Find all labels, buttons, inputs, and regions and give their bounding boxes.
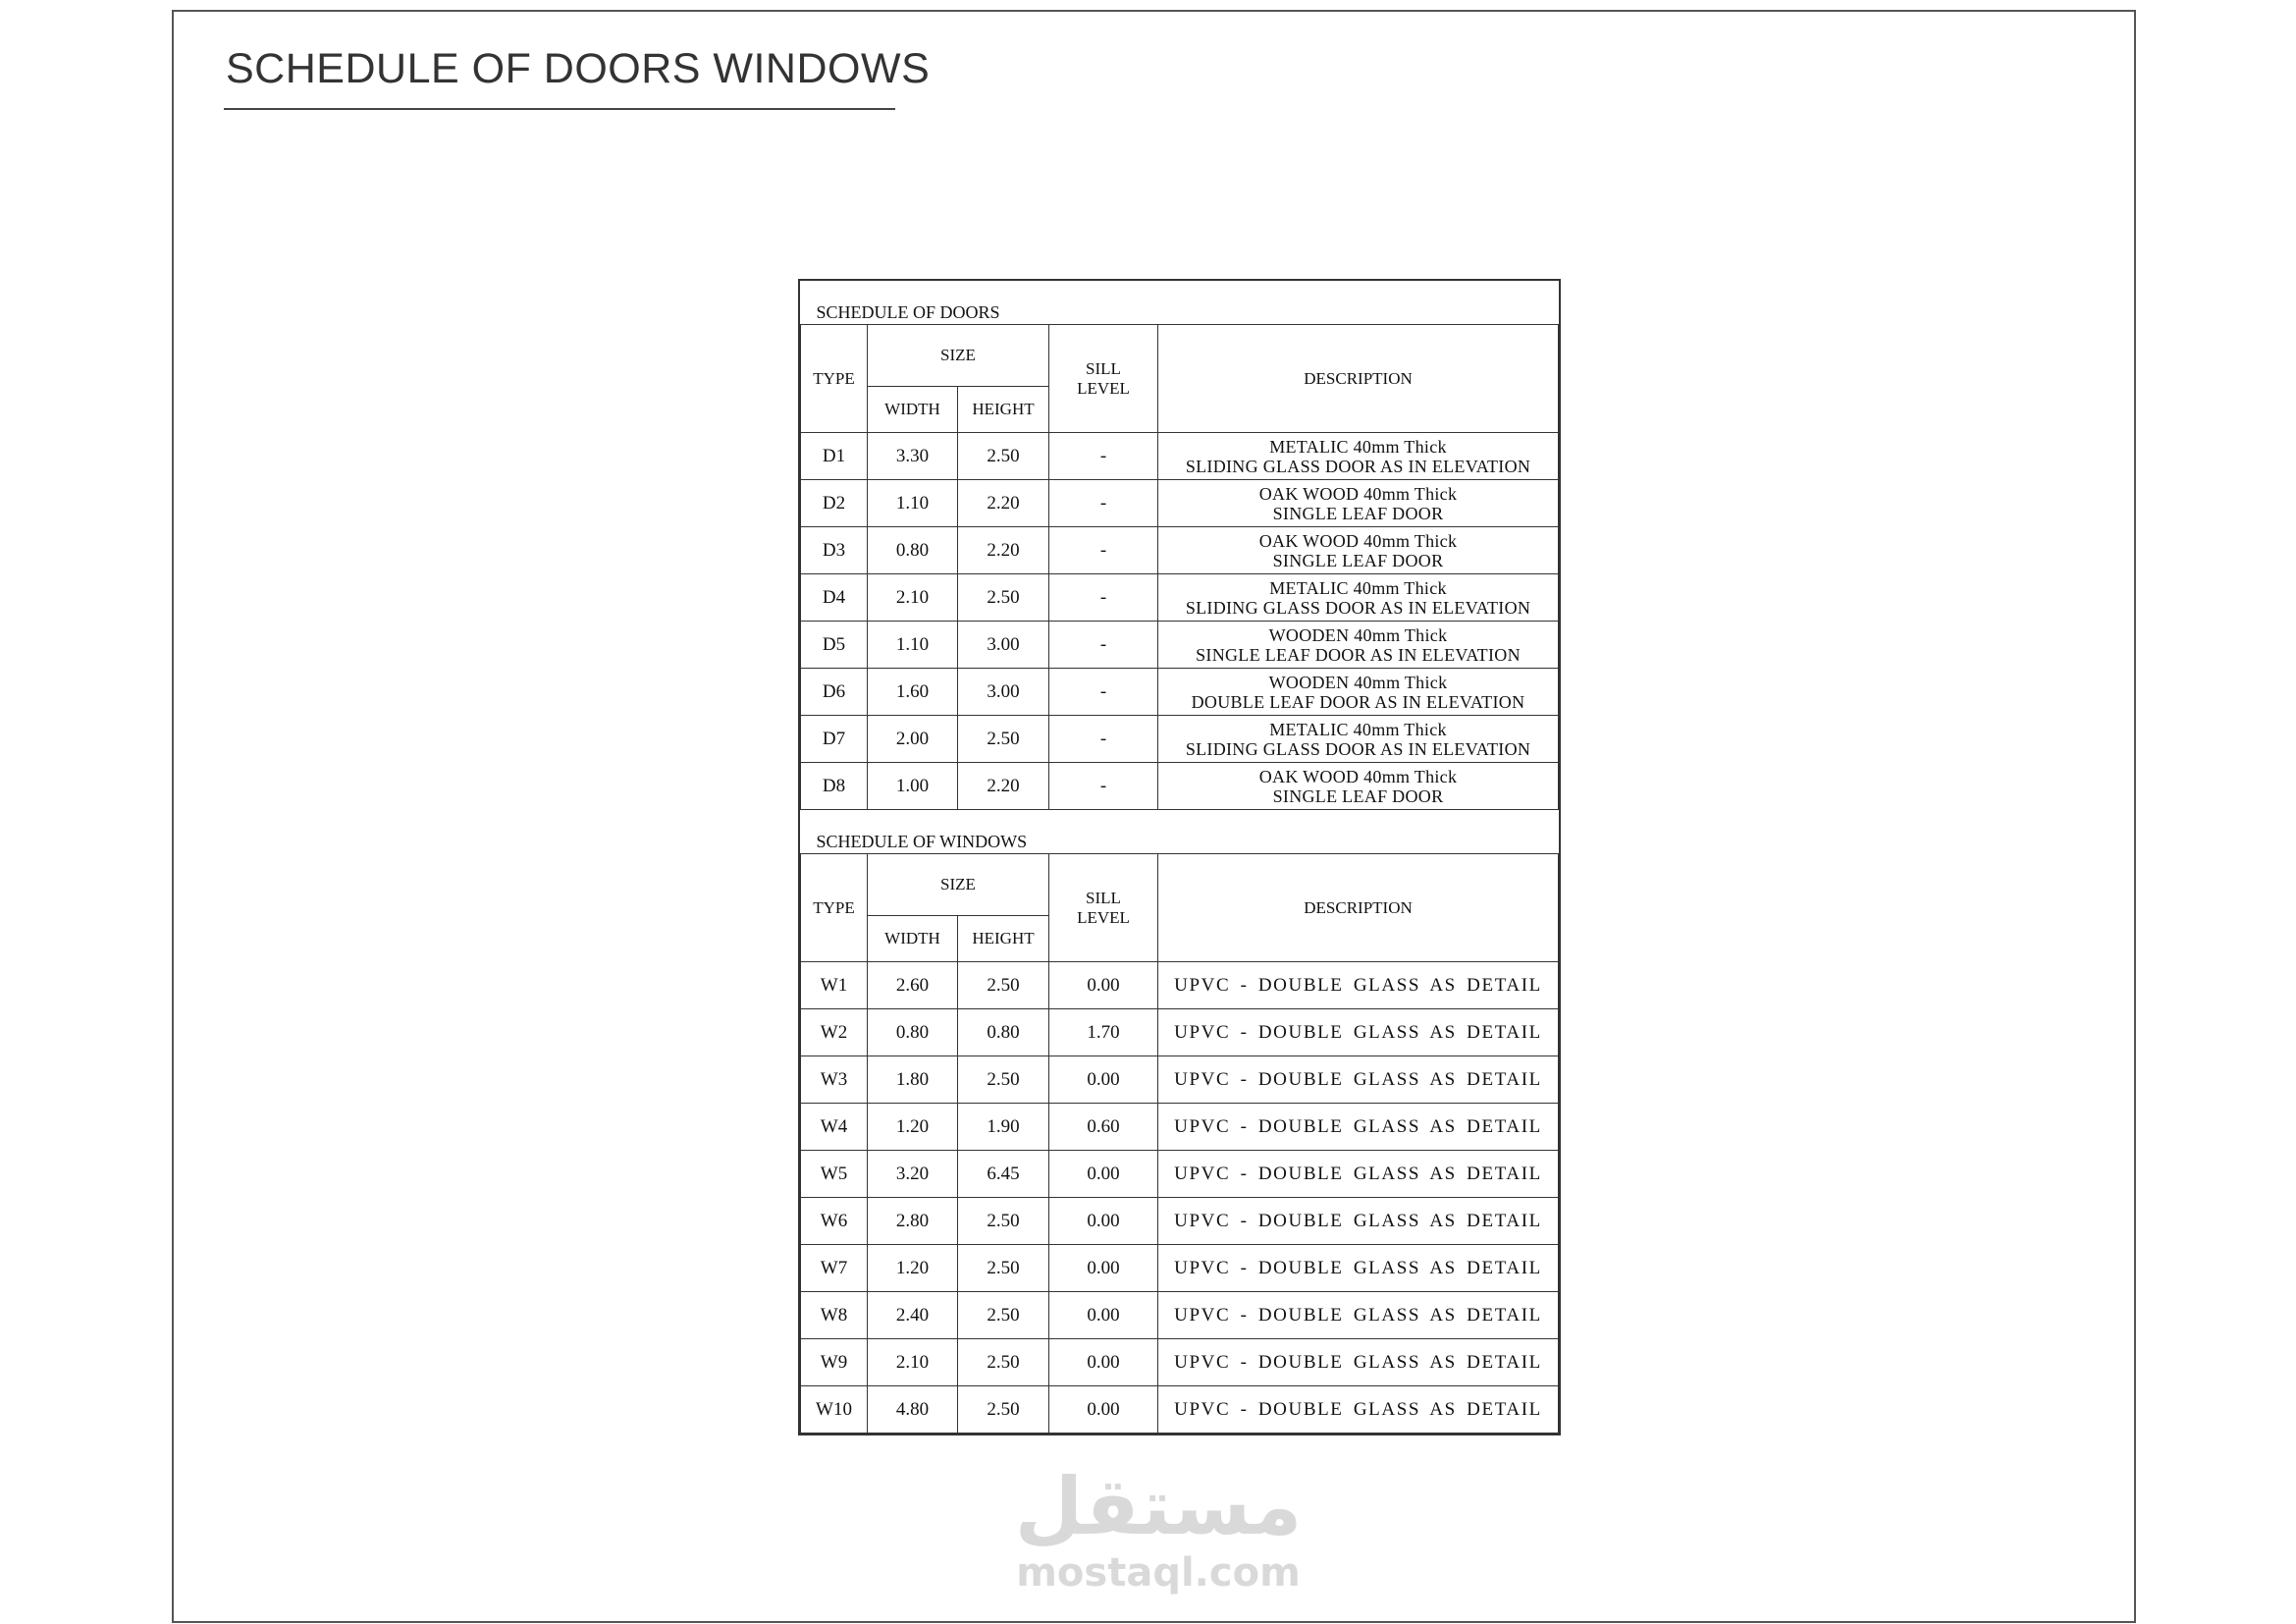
door-width: 0.80 [868,527,958,574]
window-type: W3 [801,1056,868,1104]
door-description [1158,622,1559,669]
windows-header-height: HEIGHT [958,916,1049,962]
door-width: 2.10 [868,574,958,622]
door-width: 1.10 [868,480,958,527]
window-sill-level: 0.00 [1049,1198,1158,1245]
windows-header-sill-line1: SILL [1086,888,1121,907]
window-sill-level: 1.70 [1049,1009,1158,1056]
window-row [801,1056,1559,1104]
door-description-line1: METALIC 40mm Thick [1269,719,1447,739]
doors-header-description: DESCRIPTION [1158,325,1559,433]
window-description: UPVC - DOUBLE GLASS AS DETAIL [1158,962,1559,1009]
door-type: D6 [801,669,868,716]
door-type: D7 [801,716,868,763]
door-height: 3.00 [958,622,1049,669]
window-description: UPVC - DOUBLE GLASS AS DETAIL [1158,1245,1559,1292]
door-sill-level: - [1049,433,1158,480]
windows-header-width: WIDTH [868,916,958,962]
door-row [801,574,1559,622]
window-width: 0.80 [868,1009,958,1056]
window-type: W7 [801,1245,868,1292]
window-type: W4 [801,1104,868,1151]
door-type: D2 [801,480,868,527]
window-type: W5 [801,1151,868,1198]
door-description [1158,574,1559,622]
doors-section-title: SCHEDULE OF DOORS [801,281,1559,325]
window-sill-level: 0.00 [1049,1339,1158,1386]
window-height: 2.50 [958,1292,1049,1339]
window-type: W10 [801,1386,868,1434]
door-width: 1.60 [868,669,958,716]
window-width: 4.80 [868,1386,958,1434]
door-height: 2.20 [958,480,1049,527]
schedule-table [800,281,1559,1434]
window-sill-level: 0.60 [1049,1104,1158,1151]
doors-header-sill [1049,325,1158,433]
door-width: 1.10 [868,622,958,669]
doors-header-sill-line1: SILL [1086,358,1121,378]
door-description [1158,763,1559,810]
window-type: W6 [801,1198,868,1245]
doors-header-sill-line2: LEVEL [1077,378,1130,398]
window-description: UPVC - DOUBLE GLASS AS DETAIL [1158,1009,1559,1056]
door-description-line1: OAK WOOD 40mm Thick [1258,483,1458,504]
door-description-line1: OAK WOOD 40mm Thick [1258,530,1458,551]
watermark-logo: مستقل [1014,1461,1303,1552]
door-type: D1 [801,433,868,480]
title-underline [224,108,895,110]
window-width: 2.10 [868,1339,958,1386]
window-sill-level: 0.00 [1049,1245,1158,1292]
door-sill-level: - [1049,669,1158,716]
door-description [1158,480,1559,527]
window-row [801,962,1559,1009]
window-width: 1.20 [868,1245,958,1292]
window-row [801,1009,1559,1056]
window-width: 1.20 [868,1104,958,1151]
door-description-line2: SLIDING GLASS DOOR AS IN ELEVATION [1185,456,1531,476]
window-sill-level: 0.00 [1049,1292,1158,1339]
window-width: 2.40 [868,1292,958,1339]
windows-header-size: SIZE [868,854,1049,916]
door-description [1158,716,1559,763]
window-height: 1.90 [958,1104,1049,1151]
windows-header-sill [1049,854,1158,962]
door-description [1158,669,1559,716]
door-height: 2.20 [958,763,1049,810]
window-description: UPVC - DOUBLE GLASS AS DETAIL [1158,1292,1559,1339]
window-width: 2.80 [868,1198,958,1245]
window-row [801,1386,1559,1434]
window-type: W9 [801,1339,868,1386]
window-description: UPVC - DOUBLE GLASS AS DETAIL [1158,1056,1559,1104]
door-description-line2: SINGLE LEAF DOOR AS IN ELEVATION [1196,644,1521,665]
window-row [801,1245,1559,1292]
door-row [801,622,1559,669]
door-sill-level: - [1049,527,1158,574]
doors-header-type: TYPE [801,325,868,433]
door-description-line1: OAK WOOD 40mm Thick [1258,766,1458,786]
window-sill-level: 0.00 [1049,1056,1158,1104]
door-sill-level: - [1049,763,1158,810]
window-height: 2.50 [958,1056,1049,1104]
windows-section-title: SCHEDULE OF WINDOWS [801,810,1559,854]
door-height: 2.50 [958,574,1049,622]
watermark [1001,1463,1315,1595]
window-row [801,1104,1559,1151]
windows-header-sill-line2: LEVEL [1077,907,1130,927]
doors-header-height: HEIGHT [958,387,1049,433]
window-sill-level: 0.00 [1049,962,1158,1009]
door-description-line1: WOODEN 40mm Thick [1268,672,1448,692]
door-description-line1: WOODEN 40mm Thick [1268,624,1448,645]
window-height: 2.50 [958,1386,1049,1434]
window-description: UPVC - DOUBLE GLASS AS DETAIL [1158,1386,1559,1434]
door-description [1158,433,1559,480]
door-height: 2.50 [958,433,1049,480]
door-type: D4 [801,574,868,622]
door-description-line1: METALIC 40mm Thick [1269,436,1447,457]
door-sill-level: - [1049,574,1158,622]
door-width: 2.00 [868,716,958,763]
door-type: D3 [801,527,868,574]
door-sill-level: - [1049,480,1158,527]
door-type: D8 [801,763,868,810]
window-description: UPVC - DOUBLE GLASS AS DETAIL [1158,1339,1559,1386]
window-description: UPVC - DOUBLE GLASS AS DETAIL [1158,1151,1559,1198]
window-row [801,1339,1559,1386]
window-height: 6.45 [958,1151,1049,1198]
window-row [801,1198,1559,1245]
window-height: 2.50 [958,962,1049,1009]
sheet-title: SCHEDULE OF DOORS WINDOWS [226,45,931,92]
window-row [801,1151,1559,1198]
door-description-line2: SINGLE LEAF DOOR [1272,785,1444,806]
door-row [801,716,1559,763]
door-row [801,669,1559,716]
watermark-site: mostaql.com [1016,1550,1301,1596]
window-sill-level: 0.00 [1049,1386,1158,1434]
window-height: 2.50 [958,1245,1049,1292]
window-width: 3.20 [868,1151,958,1198]
doors-header-width: WIDTH [868,387,958,433]
window-height: 2.50 [958,1339,1049,1386]
windows-header-description: DESCRIPTION [1158,854,1559,962]
door-row [801,763,1559,810]
door-description-line1: METALIC 40mm Thick [1269,577,1447,598]
door-height: 2.20 [958,527,1049,574]
door-description-line2: DOUBLE LEAF DOOR AS IN ELEVATION [1191,691,1525,712]
door-height: 3.00 [958,669,1049,716]
doors-header-size: SIZE [868,325,1049,387]
window-width: 2.60 [868,962,958,1009]
door-row [801,527,1559,574]
windows-header-type: TYPE [801,854,868,962]
door-width: 1.00 [868,763,958,810]
door-height: 2.50 [958,716,1049,763]
door-sill-level: - [1049,716,1158,763]
door-description-line2: SLIDING GLASS DOOR AS IN ELEVATION [1185,597,1531,618]
door-row [801,433,1559,480]
door-description-line2: SINGLE LEAF DOOR [1272,503,1444,523]
door-type: D5 [801,622,868,669]
door-description-line2: SLIDING GLASS DOOR AS IN ELEVATION [1185,738,1531,759]
window-sill-level: 0.00 [1049,1151,1158,1198]
window-height: 2.50 [958,1198,1049,1245]
door-description [1158,527,1559,574]
window-type: W8 [801,1292,868,1339]
window-row [801,1292,1559,1339]
window-height: 0.80 [958,1009,1049,1056]
window-type: W1 [801,962,868,1009]
window-width: 1.80 [868,1056,958,1104]
schedule-table-frame [798,279,1561,1435]
window-description: UPVC - DOUBLE GLASS AS DETAIL [1158,1198,1559,1245]
window-description: UPVC - DOUBLE GLASS AS DETAIL [1158,1104,1559,1151]
door-row [801,480,1559,527]
window-type: W2 [801,1009,868,1056]
door-width: 3.30 [868,433,958,480]
door-sill-level: - [1049,622,1158,669]
door-description-line2: SINGLE LEAF DOOR [1272,550,1444,570]
